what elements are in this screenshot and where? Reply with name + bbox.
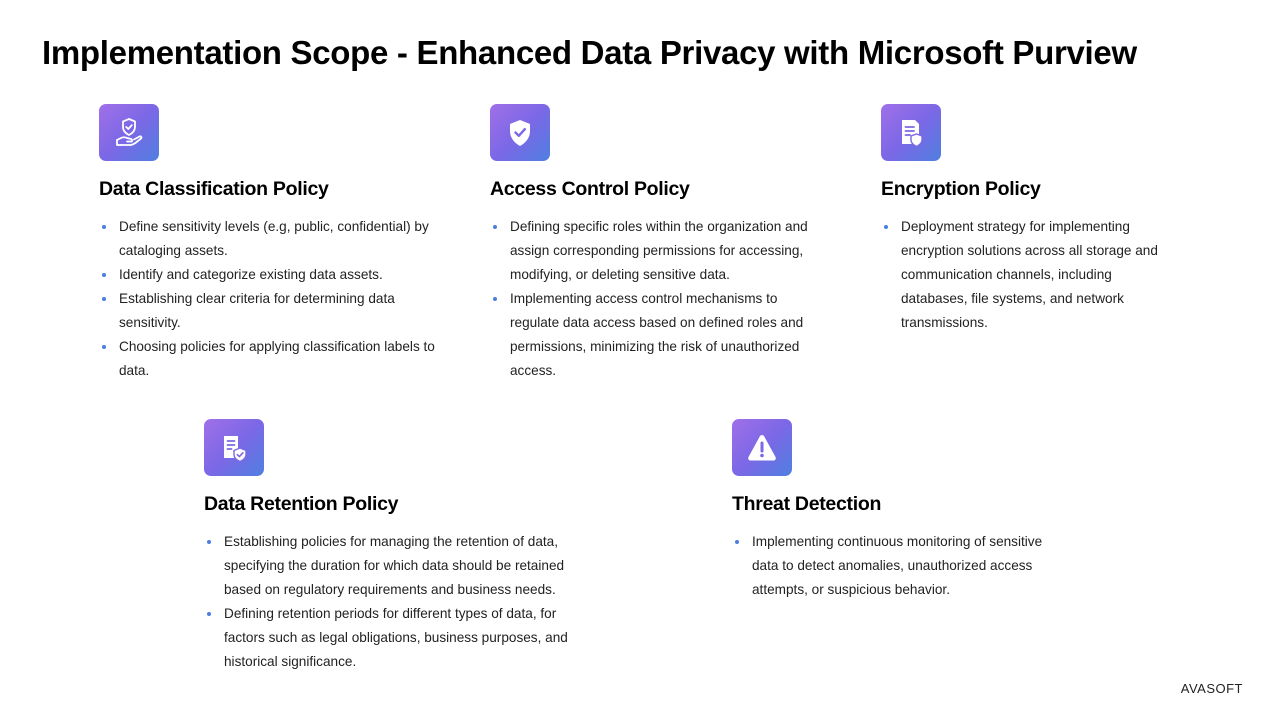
brand-logo-text: AVASOFT bbox=[1180, 681, 1243, 696]
card-encryption bbox=[881, 104, 1181, 335]
bullet-item: Implementing continuous monitoring of sensitive data to detect anomalies, unauthorized access attempts, or suspicious behavior. bbox=[732, 530, 1062, 602]
card-title: Data Retention Policy bbox=[204, 493, 399, 515]
bullet-list bbox=[490, 215, 820, 383]
card-title: Access Control Policy bbox=[490, 178, 690, 200]
bullet-item: Defining retention periods for different types of data, for factors such as legal obligations, business purposes, and historical significance. bbox=[204, 602, 584, 674]
document-check-icon bbox=[204, 419, 264, 476]
warning-icon bbox=[732, 419, 792, 476]
bullet-item: Implementing access control mechanisms to regulate data access based on defined roles and permissions, minimizing the risk of unauthorized access. bbox=[490, 287, 820, 383]
card-data-retention bbox=[204, 419, 584, 674]
card-threat-detection bbox=[732, 419, 1062, 602]
shield-check-icon bbox=[490, 104, 550, 161]
bullet-item: Choosing policies for applying classification labels to data. bbox=[99, 335, 439, 383]
bullet-item: Establishing clear criteria for determining data sensitivity. bbox=[99, 287, 439, 335]
card-data-classification bbox=[99, 104, 439, 383]
document-shield-icon bbox=[881, 104, 941, 161]
bullet-item: Defining specific roles within the organization and assign corresponding permissions for accessing, modifying, or deleting sensitive data. bbox=[490, 215, 820, 287]
bullet-list bbox=[881, 215, 1181, 335]
card-title: Data Classification Policy bbox=[99, 178, 329, 200]
page-title: Implementation Scope - Enhanced Data Privacy with Microsoft Purview bbox=[42, 34, 1137, 71]
card-title: Encryption Policy bbox=[881, 178, 1041, 200]
bullet-item: Deployment strategy for implementing encryption solutions across all storage and communication channels, including databases, file systems, and network transmissions. bbox=[881, 215, 1181, 335]
bullet-list bbox=[732, 530, 1062, 602]
card-title: Threat Detection bbox=[732, 493, 882, 515]
shield-hand-icon bbox=[99, 104, 159, 161]
card-access-control bbox=[490, 104, 820, 383]
bullet-item: Define sensitivity levels (e.g, public, confidential) by cataloging assets. bbox=[99, 215, 439, 263]
bullet-item: Establishing policies for managing the retention of data, specifying the duration for which data should be retained based on regulatory requirements and business needs. bbox=[204, 530, 584, 602]
bullet-item: Identify and categorize existing data assets. bbox=[99, 263, 439, 287]
bullet-list bbox=[99, 215, 439, 383]
bullet-list bbox=[204, 530, 584, 674]
